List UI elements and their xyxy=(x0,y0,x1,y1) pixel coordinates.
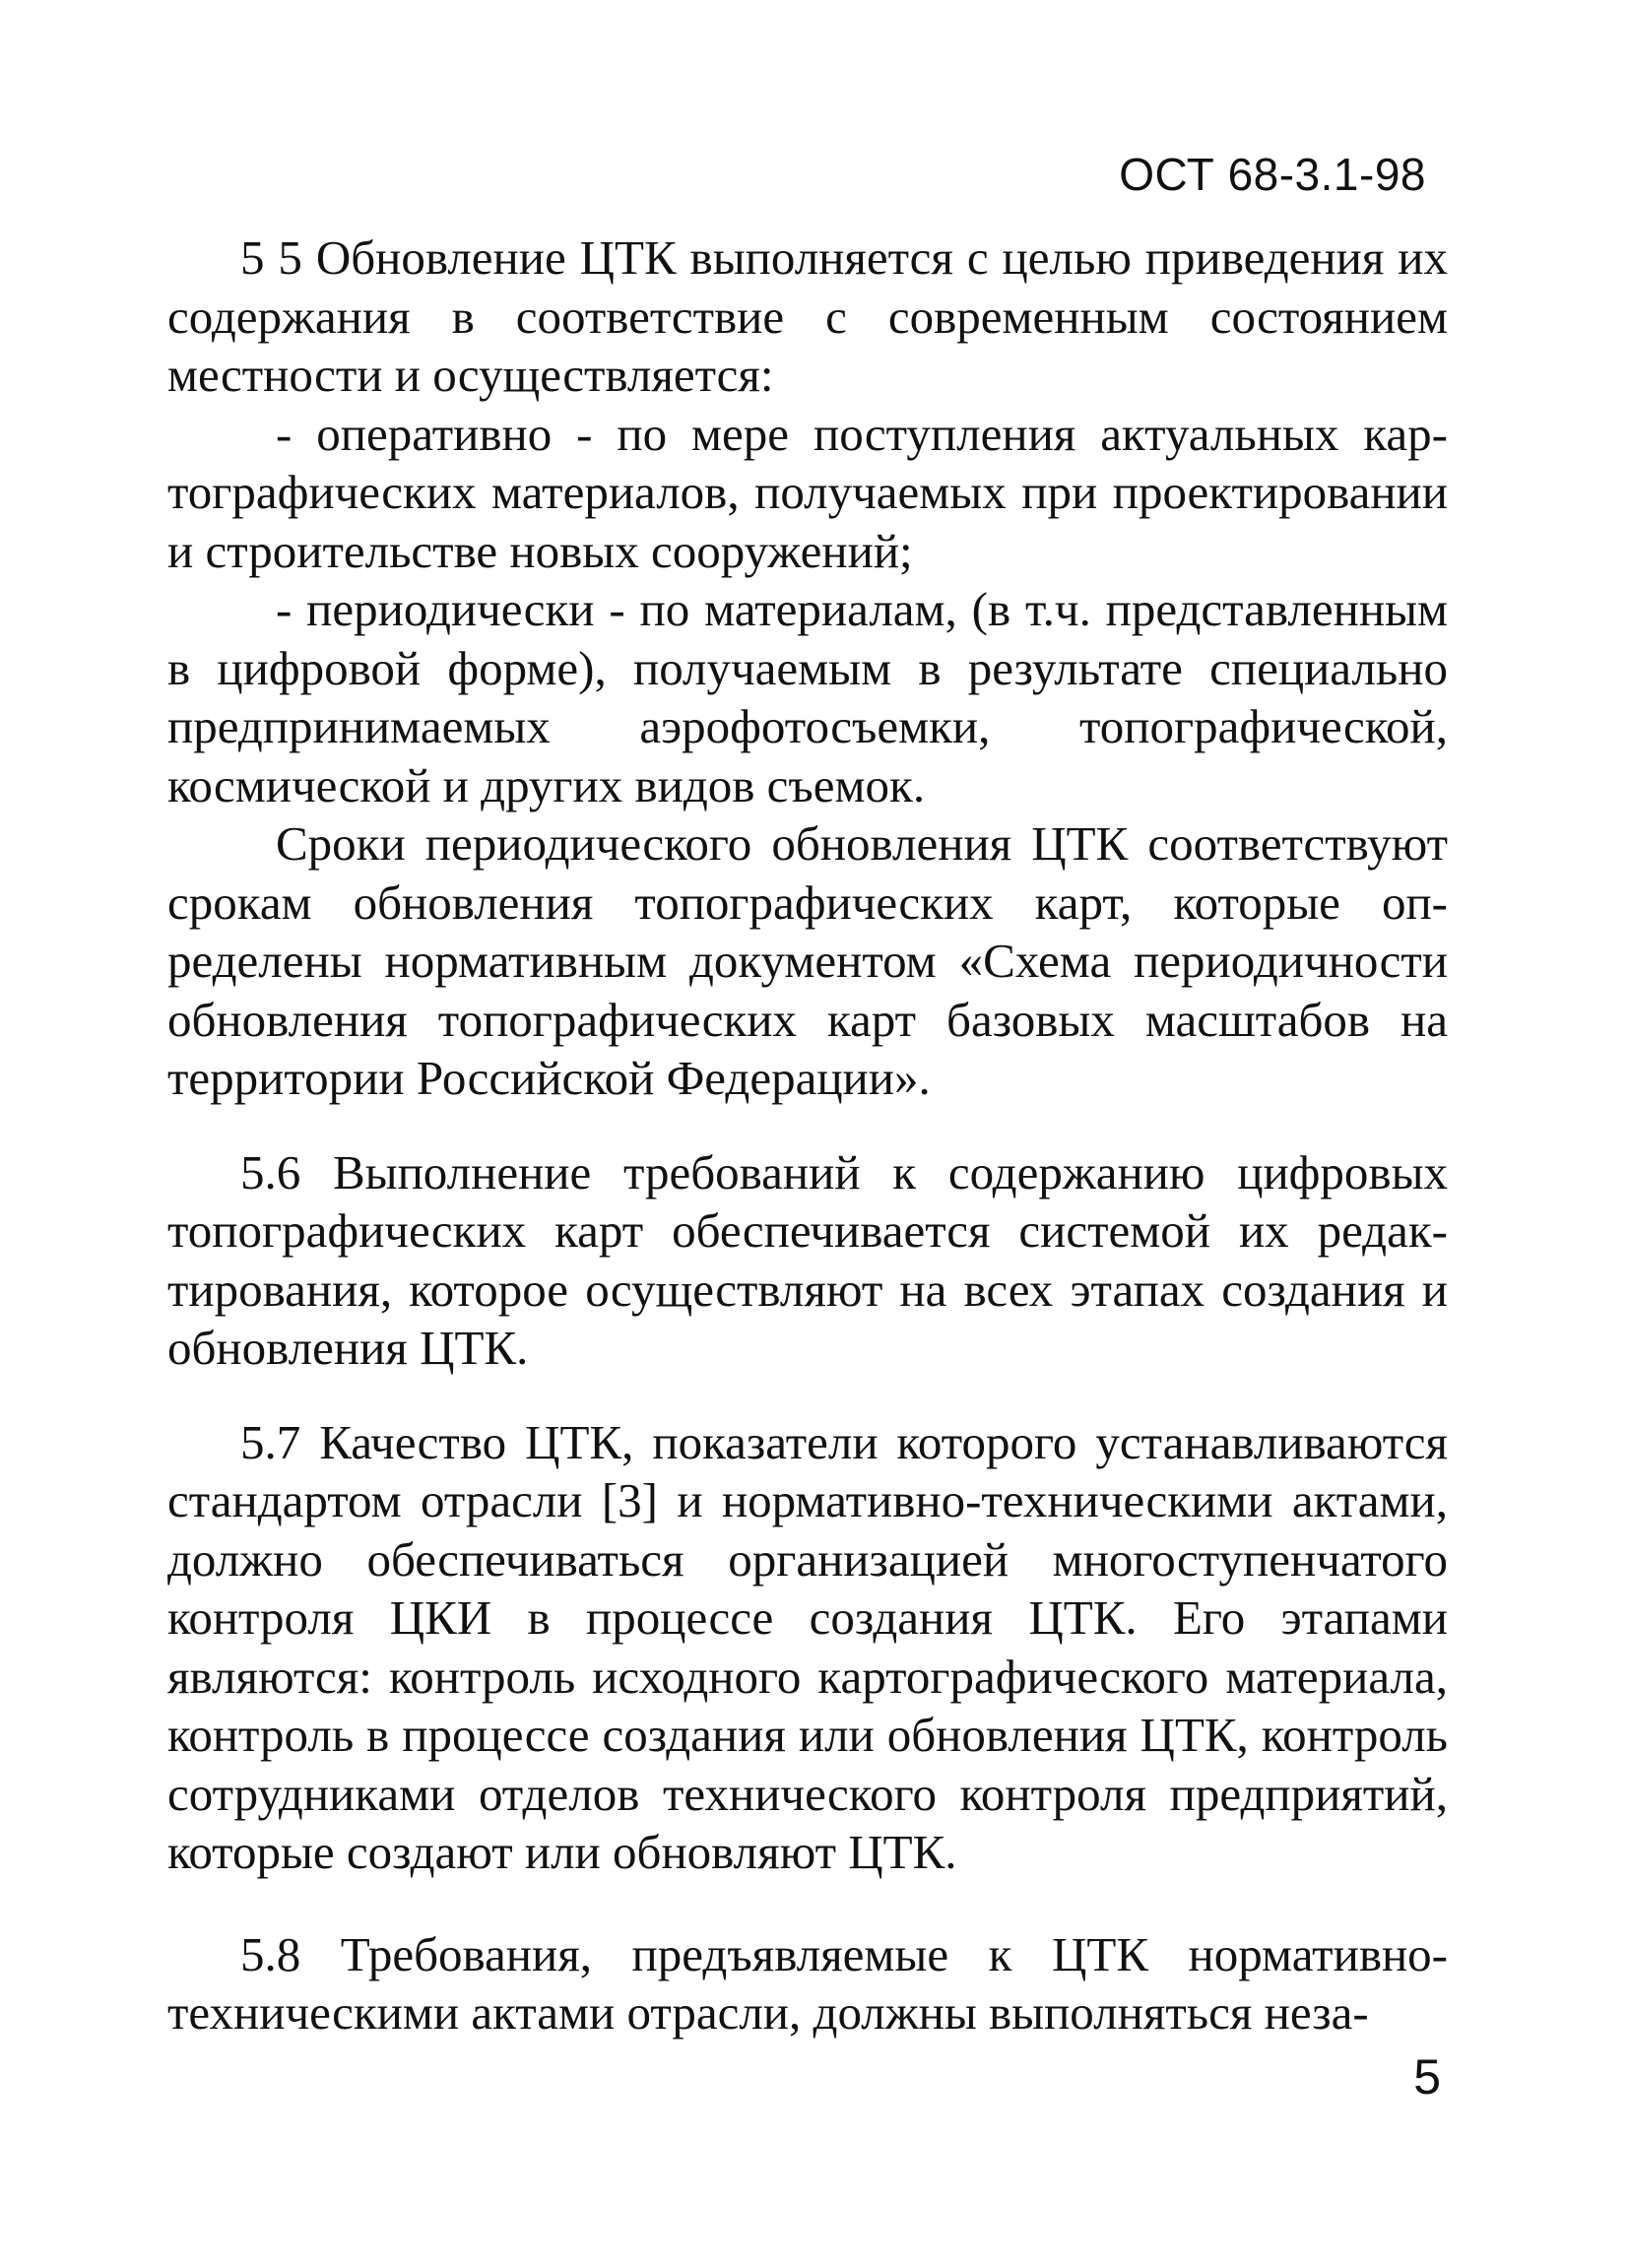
list-item-operative: - оперативно - по мере поступления актуальных картографических материалов, получаемых при проектировании и строительстве новых сооружений; xyxy=(167,406,1448,578)
page-number: 5 xyxy=(1413,2049,1441,2105)
paragraph-5-7: 5.7 Качество ЦТК, показатели которого устанавливаются стандартом отрасли [3] и нормативно-техническими актами, должно обеспечиваться организацией многоступенчатого контроля ЦКИ в процессе создания ЦТК. Его этапами являются: контроль исходного картографического материала, контроль в процессе создания или обновления ЦТК, контроль сотрудниками отделов технического контроля предприятий, которые создают или обновляют ЦТК. xyxy=(167,1414,1448,1879)
list-item-periodic: - периодически - по материалам, (в т.ч. представленным в цифровой форме), получаемым в результате специально предпринимаемых аэрофотосъемки, топографической, космической и других видов съемок. xyxy=(167,582,1448,812)
paragraph-5-6: 5.6 Выполнение требований к содержанию цифровых топографических карт обеспечивается системой их редактирования, которое осуществляют на всех этапах создания и обновления ЦТК. xyxy=(167,1144,1448,1375)
paragraph-5-5: 5 5 Обновление ЦТК выполняется с целью приведения их содержания в соответствие с современным состоянием местности и осуществляется: xyxy=(167,230,1448,402)
document-body xyxy=(167,228,1448,2042)
paragraph-update-terms: Сроки периодического обновления ЦТК соответствуют срокам обновления топографических карт, которые определены нормативным документом «Схема периодичности обновления топографических карт базовых масштабов на территории Российской Федерации». xyxy=(167,816,1448,1105)
document-code: ОСТ 68-3.1-98 xyxy=(1119,149,1426,200)
paragraph-5-8: 5.8 Требования, предъявляемые к ЦТК нормативно-техническими актами отрасли, должны выполняться неза- xyxy=(167,1926,1448,2040)
